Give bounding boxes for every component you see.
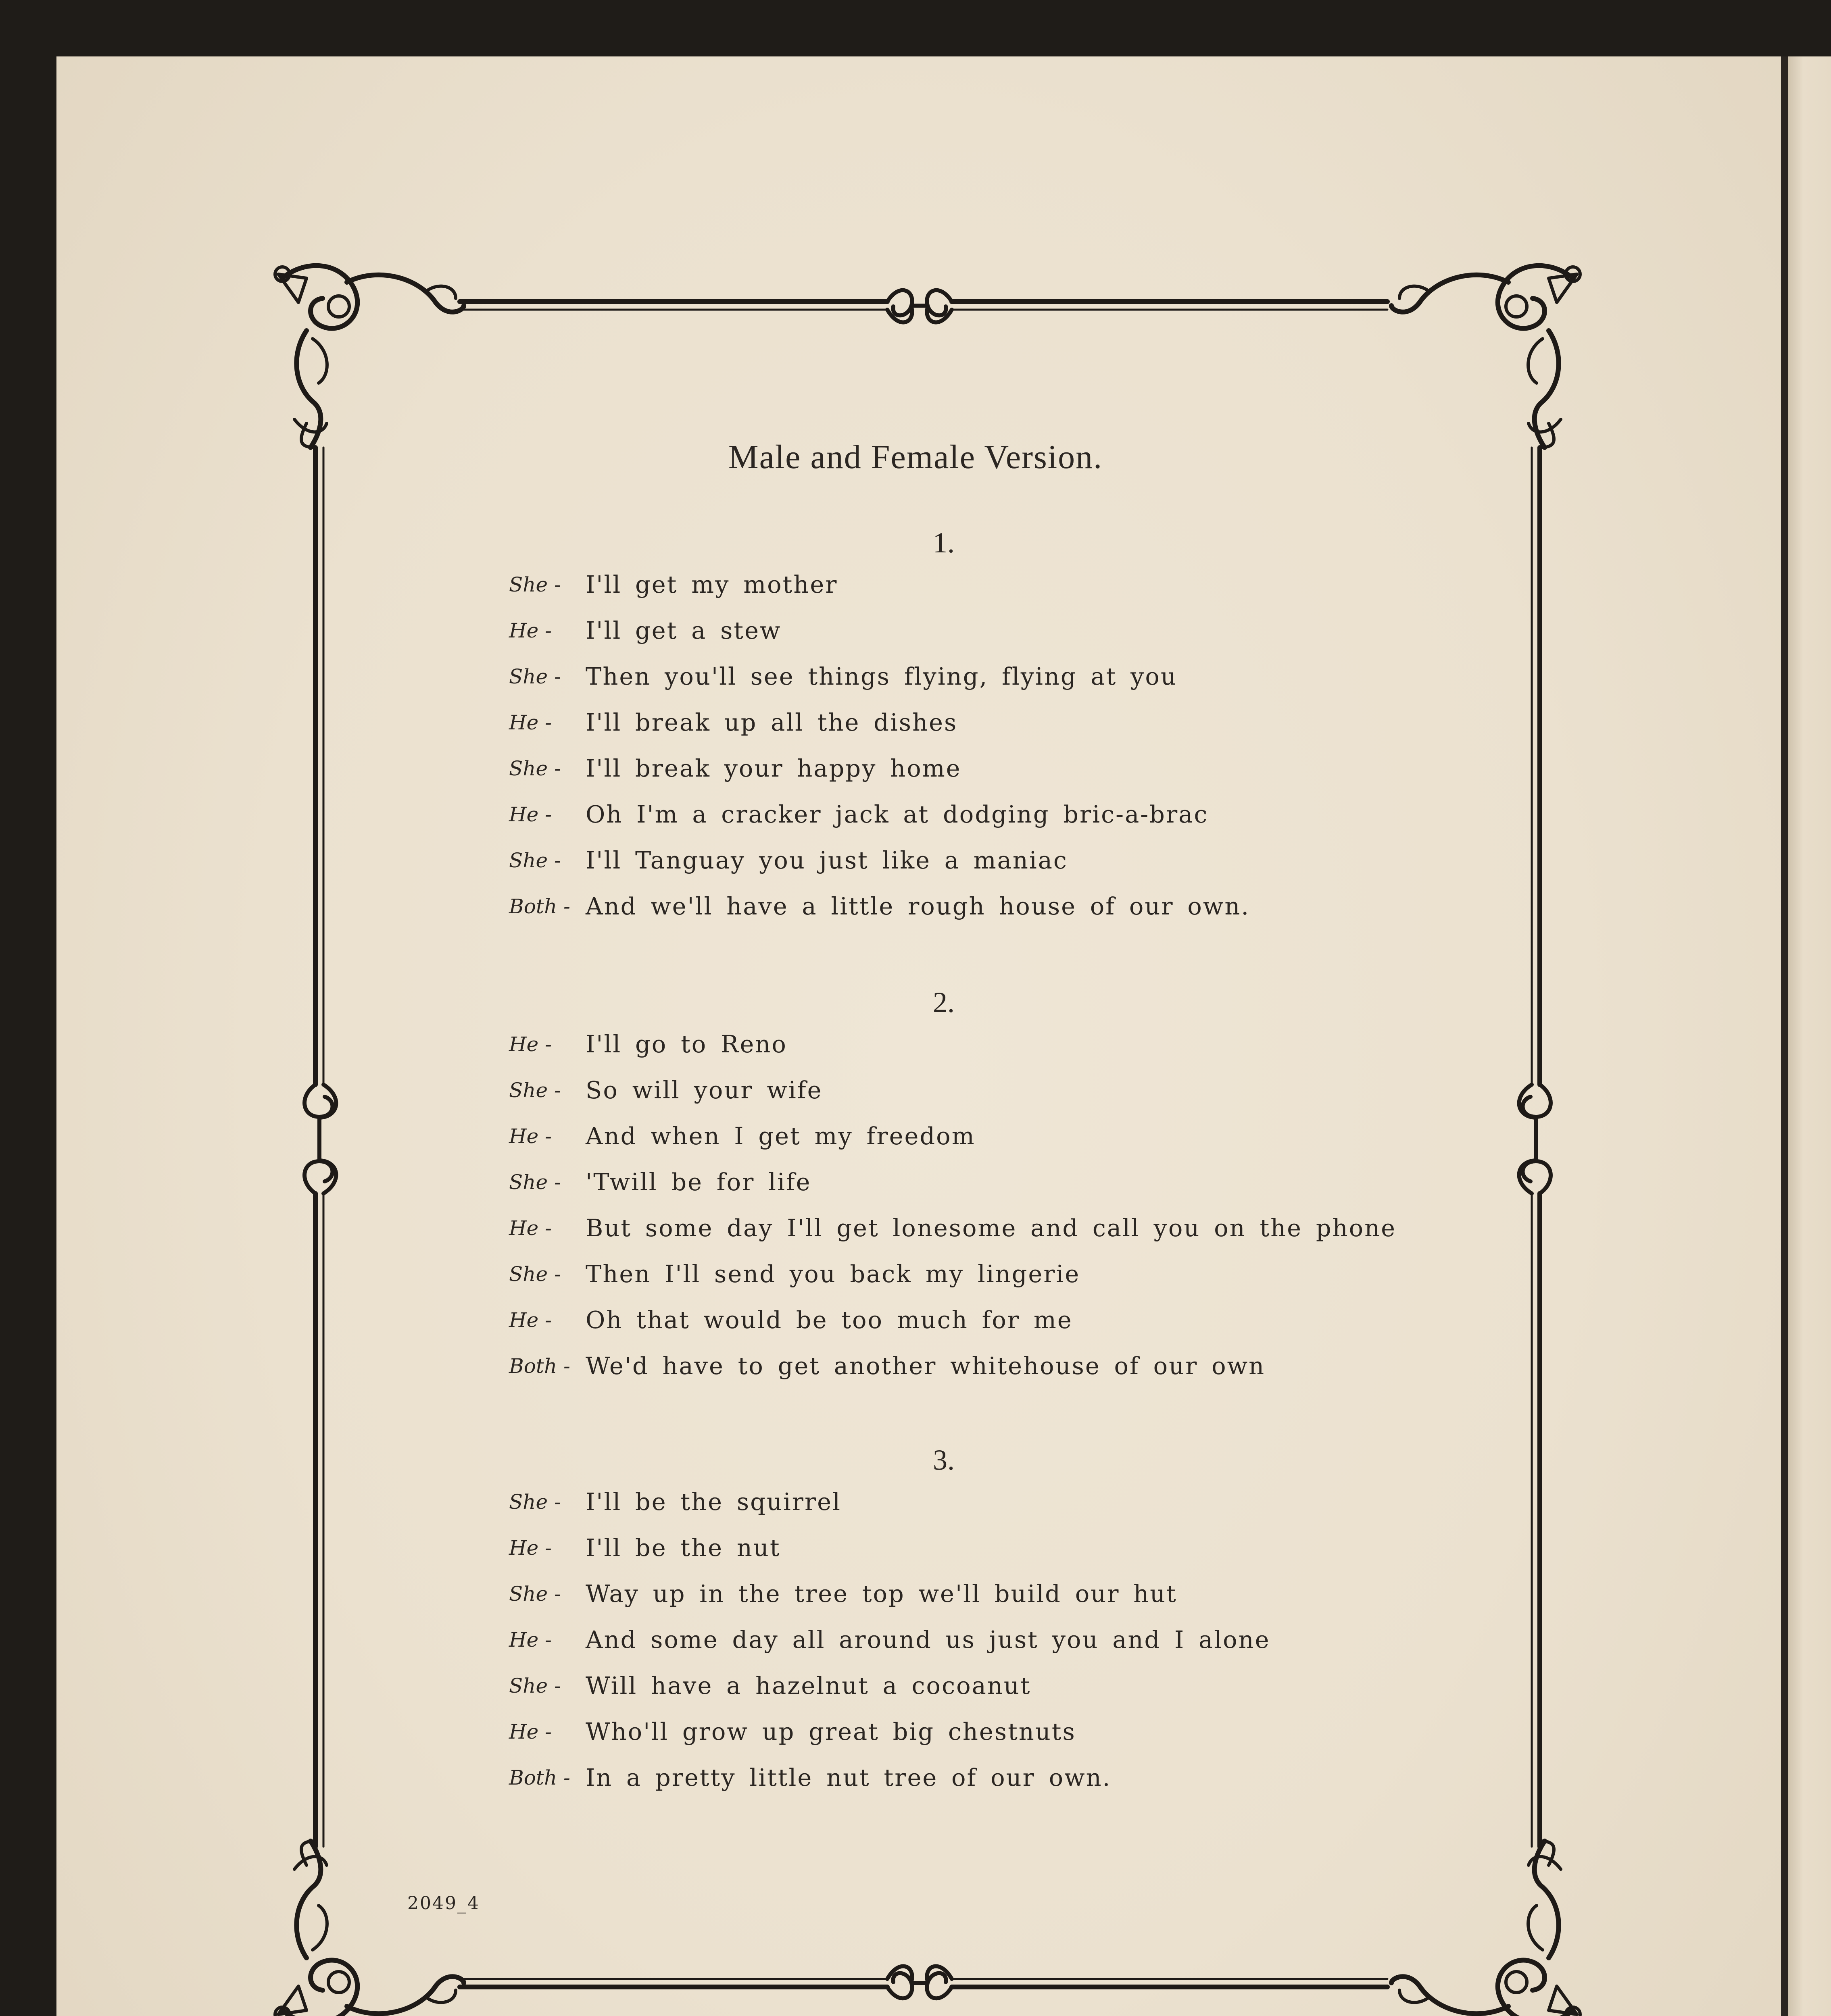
speaker-label: She -	[509, 1262, 561, 1286]
speaker-label: She -	[509, 1582, 561, 1606]
lyric-text: I'll get a stew	[586, 616, 782, 644]
verse-number: 1.	[933, 527, 955, 559]
speaker-label: She -	[509, 757, 561, 780]
lyric-text: We'd have to get another whitehouse of our own	[586, 1352, 1266, 1380]
speaker-label: He -	[509, 1033, 552, 1056]
speaker-label: He -	[509, 1720, 552, 1743]
speaker-label: She -	[509, 849, 561, 872]
lyric-text: Then I'll send you back my lingerie	[586, 1260, 1080, 1288]
lyric-text: And when I get my freedom	[586, 1122, 976, 1150]
lyric-text: Oh I'm a cracker jack at dodging bric-a-brac	[586, 800, 1209, 828]
speaker-label: She -	[509, 1674, 561, 1697]
speaker-label: She -	[509, 665, 561, 688]
speaker-label: Both -	[509, 1354, 570, 1378]
speaker-label: She -	[509, 573, 561, 596]
plate-number: 2049_4	[407, 1893, 480, 1914]
lyric-text: Oh that would be too much for me	[586, 1306, 1073, 1334]
lyric-text: Then you'll see things flying, flying at you	[586, 662, 1177, 690]
lyric-text: I'll break up all the dishes	[586, 708, 958, 736]
lyric-text: In a pretty little nut tree of our own.	[586, 1764, 1112, 1791]
speaker-label: Both -	[509, 1766, 570, 1789]
lyric-text: But some day I'll get lonesome and call you on the phone	[586, 1214, 1397, 1242]
edge-scroll-ornament	[304, 1085, 336, 1193]
lyric-text: 'Twill be for life	[586, 1168, 811, 1196]
speaker-label: She -	[509, 1170, 561, 1194]
lyric-text: Way up in the tree top we'll build our hut	[586, 1580, 1177, 1608]
lyric-text: So will your wife	[586, 1076, 823, 1104]
lyric-text: I'll go to Reno	[586, 1030, 787, 1058]
lyric-text: I'll be the nut	[586, 1534, 781, 1562]
speaker-label: He -	[509, 619, 552, 642]
corner-scroll-ornament	[275, 266, 464, 448]
lyric-text: I'll Tanguay you just like a maniac	[586, 846, 1068, 874]
speaker-label: She -	[509, 1490, 561, 1514]
lyric-text: Will have a hazelnut a cocoanut	[586, 1672, 1031, 1699]
lyric-text: And we'll have a little rough house of our own.	[586, 892, 1250, 920]
lyric-text: And some day all around us just you and I alone	[586, 1626, 1270, 1654]
speaker-label: He -	[509, 1536, 552, 1560]
lyric-text: I'll be the squirrel	[586, 1488, 841, 1516]
speaker-label: He -	[509, 803, 552, 826]
page-title: Male and Female Version.	[728, 438, 1103, 476]
verse-number: 3.	[933, 1444, 955, 1476]
speaker-label: He -	[509, 1216, 552, 1240]
speaker-label: He -	[509, 1125, 552, 1148]
lyric-text: Who'll grow up great big chestnuts	[586, 1718, 1076, 1745]
speaker-label: Both -	[509, 895, 570, 918]
lyric-text: I'll break your happy home	[586, 754, 961, 782]
verse-number: 2.	[933, 986, 955, 1018]
speaker-label: He -	[509, 1308, 552, 1332]
speaker-label: He -	[509, 1628, 552, 1652]
speaker-label: He -	[509, 711, 552, 734]
edge-scroll-ornament	[887, 290, 952, 323]
speaker-label: She -	[509, 1079, 561, 1102]
lyric-text: I'll get my mother	[586, 571, 838, 598]
